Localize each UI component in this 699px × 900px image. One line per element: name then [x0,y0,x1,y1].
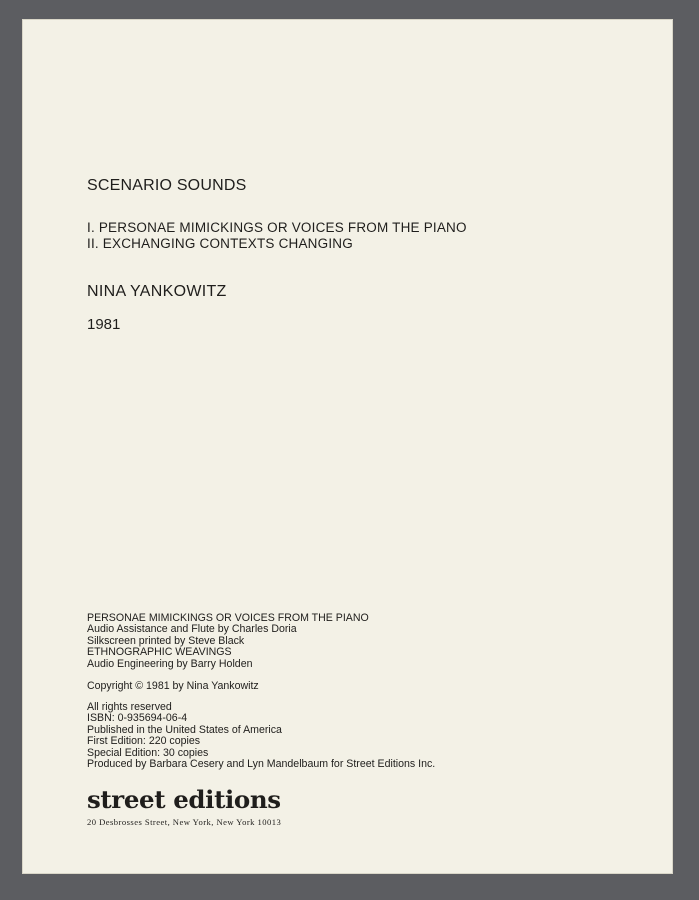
movement-list [87,220,467,252]
colophon-line: ISBN: 0-935694-06-4 [87,712,188,725]
credit-line: Silkscreen printed by Steve Black [87,634,245,647]
publication-year: 1981 [87,316,121,333]
colophon-line: Special Edition: 30 copies [87,746,209,759]
credits-list [87,613,369,670]
movement-title: II. EXCHANGING CONTEXTS CHANGING [87,236,353,251]
credit-line: Audio Assistance and Flute by Charles Doria [87,623,297,636]
credit-line: PERSONAE MIMICKINGS OR VOICES FROM THE PIANO [87,612,369,624]
publisher-logo: street editions [87,785,281,814]
colophon-line: All rights reserved [87,701,172,713]
author-name: NINA YANKOWITZ [87,283,227,300]
copyright-notice: Copyright © 1981 by Nina Yankowitz [87,680,259,692]
work-title: SCENARIO SOUNDS [87,177,247,194]
publisher-address: 20 Desbrosses Street, New York, New York 10013 [87,817,282,827]
credit-line: ETHNOGRAPHIC WEAVINGS [87,646,232,659]
credit-line: Audio Engineering by Barry Holden [87,657,253,670]
colophon-line: Produced by Barbara Cesery and Lyn Mandelbaum for Street Editions Inc. [87,758,436,771]
movement-title: I. PERSONAE MIMICKINGS OR VOICES FROM THE PIANO [87,220,467,235]
title-page [22,19,673,874]
colophon-line: First Edition: 220 copies [87,735,201,748]
colophon-list [87,702,435,770]
colophon-line: Published in the United States of America [87,723,282,736]
